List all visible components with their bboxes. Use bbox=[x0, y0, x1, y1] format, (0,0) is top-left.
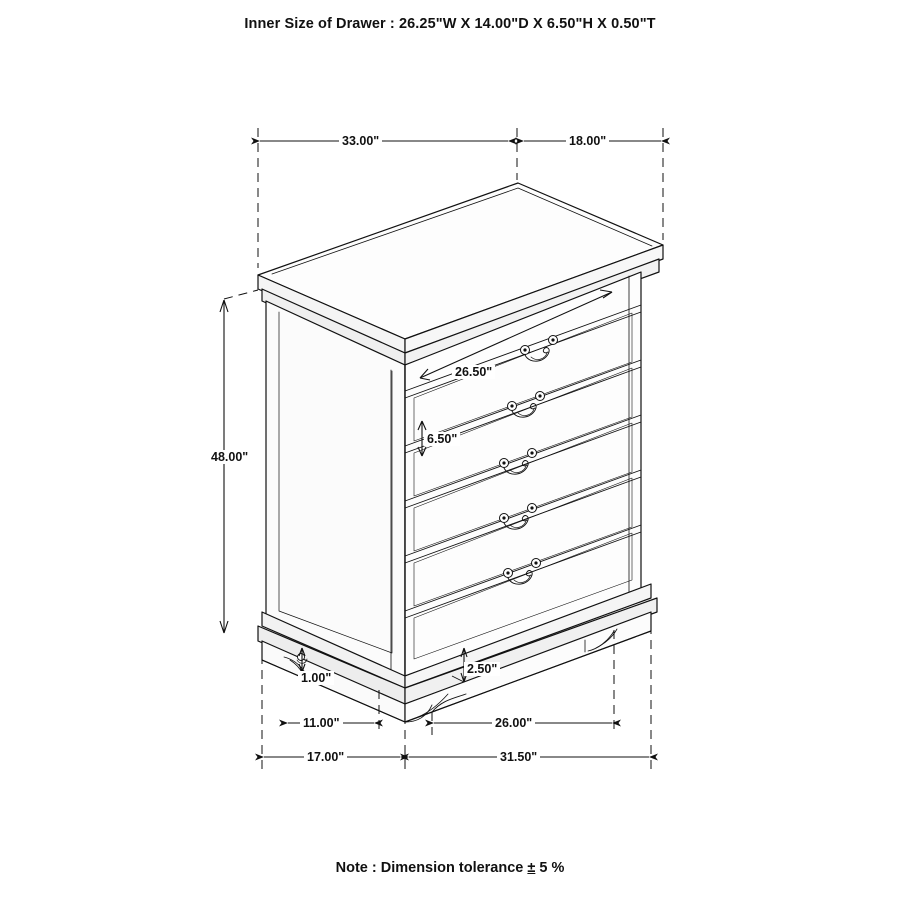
page-title: Inner Size of Drawer : 26.25"W X 14.00"D X 6.50"H X 0.50"T bbox=[244, 16, 656, 32]
dimension-label-top-width-side: 18.00" bbox=[566, 134, 609, 148]
tolerance-note-suffix: 5 % bbox=[535, 860, 565, 876]
dimension-label-side-overall-depth: 17.00" bbox=[304, 750, 347, 764]
dimension-label-side-base-depth: 11.00" bbox=[300, 716, 343, 730]
dimension-label-drawer-width: 26.50" bbox=[452, 365, 495, 379]
plus-minus-icon: ± bbox=[527, 860, 536, 876]
dimension-label-top-width-front: 33.00" bbox=[339, 134, 382, 148]
tolerance-note bbox=[0, 860, 900, 876]
dimension-label-drawer-height: 6.50" bbox=[424, 432, 460, 446]
dimension-label-front-overall-width: 31.50" bbox=[497, 750, 540, 764]
dimension-label-overall-height: 48.00" bbox=[208, 450, 251, 464]
tolerance-note-prefix: Note : Dimension tolerance bbox=[335, 860, 528, 876]
dimension-label-base-height: 2.50" bbox=[464, 662, 500, 676]
dimension-label-foot-height: 1.00" bbox=[298, 671, 334, 685]
dimension-label-front-base-width: 26.00" bbox=[492, 716, 535, 730]
